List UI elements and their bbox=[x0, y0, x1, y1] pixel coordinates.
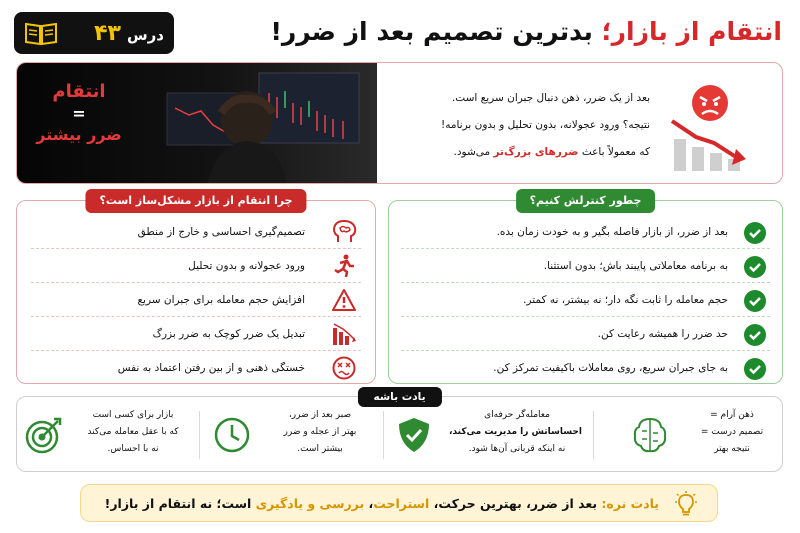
footer-part1: بعد از ضرر، بهترین حرکت، bbox=[433, 496, 598, 511]
title-highlight: انتقام از بازار؛ bbox=[601, 17, 782, 46]
intro-panel bbox=[16, 62, 783, 184]
how-panel-title: چطور کنترلش کنیم؟ bbox=[516, 189, 656, 213]
footer-label: یادت نره: bbox=[601, 496, 659, 511]
intro-line-3-prefix: که معمولاً باعث bbox=[581, 146, 650, 158]
why-revenge-problem-panel bbox=[16, 194, 376, 384]
list-item bbox=[17, 317, 375, 351]
lesson-label: درس bbox=[126, 25, 164, 44]
list-item bbox=[389, 283, 782, 317]
clock-icon bbox=[212, 415, 252, 455]
why-item-text: خستگی ذهنی و از بین رفتن اعتماد به نفس bbox=[117, 362, 305, 374]
shield-check-icon bbox=[394, 415, 434, 455]
lightbulb-icon bbox=[673, 491, 699, 517]
how-item-text: به جای جبران سریع، روی معاملات باکیفیت تمرکز کن. bbox=[493, 362, 728, 374]
check-circle-icon bbox=[744, 256, 766, 278]
check-circle-icon bbox=[744, 222, 766, 244]
tip-calm-mind bbox=[600, 407, 770, 465]
brain-circuit-icon bbox=[630, 415, 670, 455]
tip-line: بیشتر است. bbox=[297, 444, 343, 454]
why-item-text: تصمیم‌گیری احساسی و خارج از منطق bbox=[137, 226, 305, 238]
footer-highlight-review: بررسی و یادگیری bbox=[255, 496, 365, 511]
tip-line: نتیجه بهتر bbox=[714, 444, 750, 454]
how-item-text: حجم معامله را ثابت نگه دار؛ نه بیشتر، نه کمتر. bbox=[523, 294, 728, 306]
formula-equals: = bbox=[72, 104, 86, 123]
tip-market-logic bbox=[20, 407, 188, 465]
tip-line: نه اینکه قربانی آن‌ها شود. bbox=[468, 444, 566, 454]
how-item-text: به برنامه معاملاتی پایبند باش؛ بدون استثنا. bbox=[543, 260, 728, 272]
list-item bbox=[389, 317, 782, 351]
running-person-icon bbox=[331, 254, 357, 278]
list-item bbox=[17, 351, 375, 385]
tip-line: صبر بعد از ضرر، bbox=[288, 410, 352, 420]
tip-line: نه با احساس. bbox=[107, 444, 159, 454]
tip-line: ذهن آرام = bbox=[710, 410, 754, 420]
tip-line: بهتر از عجله و ضرر bbox=[283, 427, 357, 437]
revenge-equals-loss-formula bbox=[31, 81, 127, 144]
how-to-control-panel bbox=[388, 194, 783, 384]
why-item-text: افزایش حجم معامله برای جبران سریع bbox=[137, 294, 305, 306]
intro-line-3-highlight: ضررهای بزرگ‌تر bbox=[493, 146, 579, 158]
angry-face-falling-chart-icon bbox=[666, 81, 766, 173]
footer-reminder bbox=[80, 484, 718, 522]
list-item bbox=[17, 249, 375, 283]
footer-highlight-rest: استراحت bbox=[373, 496, 430, 511]
list-item bbox=[389, 249, 782, 283]
list-item bbox=[389, 215, 782, 249]
why-panel-title: چرا انتقام از بازار مشکل‌ساز است؟ bbox=[85, 189, 306, 213]
brain-head-icon bbox=[331, 220, 357, 244]
why-item-text: ورود عجولانه و بدون تحلیل bbox=[188, 260, 305, 272]
tip-pro-trader bbox=[392, 407, 582, 465]
how-item-text: بعد از ضرر، از بازار فاصله بگیر و به خودت زمان بده. bbox=[496, 226, 728, 238]
formula-word-revenge: انتقام bbox=[52, 81, 106, 102]
intro-line-3-suffix: می‌شود. bbox=[453, 146, 491, 158]
dizzy-face-icon bbox=[331, 356, 357, 380]
check-circle-icon bbox=[744, 324, 766, 346]
footer-comma: ، bbox=[368, 496, 374, 511]
footer-part2: است؛ نه انتقام از بازار! bbox=[104, 496, 252, 511]
page-title bbox=[222, 10, 782, 54]
lesson-number: ۴۳ bbox=[94, 20, 121, 46]
remember-title: یادت باشه bbox=[357, 387, 441, 407]
open-book-icon bbox=[24, 20, 58, 46]
tip-line: که با عقل معامله می‌کند bbox=[87, 427, 179, 437]
list-item bbox=[17, 283, 375, 317]
why-item-text: تبدیل یک ضرر کوچک به ضرر بزرگ bbox=[152, 328, 305, 340]
intro-line-3 bbox=[400, 139, 650, 166]
tip-line: معامله‌گر حرفه‌ای bbox=[484, 410, 550, 420]
tip-line: احساساتش را مدیریت می‌کند، bbox=[449, 427, 582, 437]
warning-triangle-icon bbox=[331, 288, 357, 312]
list-item bbox=[389, 351, 782, 385]
intro-text bbox=[400, 85, 650, 166]
remember-section bbox=[16, 391, 783, 472]
lesson-badge bbox=[14, 12, 174, 54]
footer-text bbox=[105, 485, 659, 523]
formula-word-loss: ضرر بیشتر bbox=[36, 125, 122, 144]
check-circle-icon bbox=[744, 358, 766, 380]
title-rest: بدترین تصمیم بعد از ضرر! bbox=[270, 17, 593, 46]
list-item bbox=[17, 215, 375, 249]
check-circle-icon bbox=[744, 290, 766, 312]
target-arrow-icon bbox=[24, 415, 64, 455]
tip-patience bbox=[207, 407, 372, 465]
divider bbox=[383, 411, 384, 459]
how-item-text: حد ضرر را همیشه رعایت کن. bbox=[597, 328, 728, 340]
intro-line-2: نتیجه؟ ورود عجولانه، بدون تحلیل و بدون برنامه! bbox=[441, 119, 650, 131]
tip-line: بازار برای کسی است bbox=[92, 410, 174, 420]
divider bbox=[199, 411, 200, 459]
falling-bars-icon bbox=[331, 322, 357, 346]
tip-line: تصمیم درست = bbox=[700, 427, 764, 437]
intro-line-1: بعد از یک ضرر، ذهن دنبال جبران سریع است. bbox=[451, 92, 650, 104]
divider bbox=[593, 411, 594, 459]
